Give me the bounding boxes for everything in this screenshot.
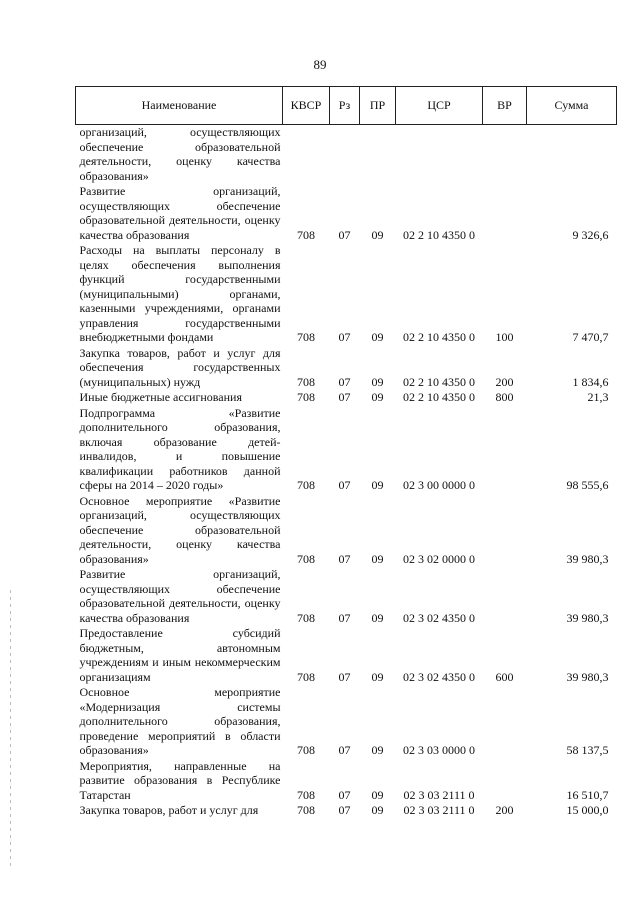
cell-sum [527, 125, 617, 185]
cell-pr: 09 [371, 390, 384, 404]
cell-vr [483, 184, 527, 243]
table-header-row [76, 87, 617, 125]
cell-sum: 39 980,3 [566, 551, 609, 566]
page-number: 89 [313, 57, 327, 72]
header-rz: Рз [330, 87, 360, 125]
cell-vr: 800 [495, 390, 514, 404]
cell-csr: 02 2 10 4350 0 [403, 227, 475, 242]
header-csr: ЦСР [396, 87, 483, 125]
cell-sum: 39 980,3 [566, 669, 609, 684]
header-pr: ПР [360, 87, 396, 125]
cell-rz: 07 [338, 743, 351, 757]
cell-kvsr: 708 [297, 610, 315, 625]
table-row [76, 390, 617, 406]
cell-vr [483, 567, 527, 626]
table-row [76, 759, 617, 804]
cell-csr: 02 3 02 0000 0 [403, 551, 475, 566]
header-vr: ВР [483, 87, 527, 125]
cell-name: Подпрограмма «Развитие дополнительного образования, включая образование детей-инвалидов, и повышение квалификации работников данной сферы на 2014 – 2020 годы» [79, 405, 281, 492]
cell-rz [330, 125, 360, 185]
cell-name: Предоставление субсидий бюджетным, автономным учреждениям и иным некоммерческим организациям [79, 626, 281, 684]
cell-vr [483, 685, 527, 759]
cell-sum: 15 000,0 [566, 803, 609, 817]
cell-sum: 21,3 [587, 390, 609, 404]
cell-kvsr: 708 [297, 390, 315, 404]
cell-rz: 07 [338, 478, 351, 492]
cell-vr: 200 [495, 374, 514, 389]
cell-name: Иные бюджетные ассигнования [79, 390, 242, 404]
header-name: Наименование [76, 87, 283, 125]
cell-kvsr: 708 [297, 669, 315, 684]
cell-csr: 02 2 10 4350 0 [403, 330, 475, 344]
cell-name: организаций, осуществляющих обеспечение образовательной деятельности, оценку качества образования» [79, 125, 281, 183]
cell-vr: 600 [495, 669, 514, 684]
cell-rz: 07 [338, 390, 351, 404]
table-row [76, 685, 617, 759]
cell-sum: 7 470,7 [572, 330, 609, 344]
table-row [76, 494, 617, 568]
table-body [76, 125, 617, 819]
table-row [76, 243, 617, 346]
cell-vr: 200 [495, 803, 514, 817]
cell-pr: 09 [371, 669, 384, 684]
cell-vr [483, 125, 527, 185]
cell-name: Расходы на выплаты персоналу в целях обеспечения выполнения функций государственными (муниципальными) органами, казенными учреждениями, органами управления государственными внебюджетными фондами [79, 243, 281, 344]
cell-rz: 07 [338, 227, 351, 242]
cell-sum: 39 980,3 [566, 610, 609, 625]
cell-pr: 09 [371, 803, 384, 817]
cell-pr [360, 125, 396, 185]
cell-pr: 09 [371, 551, 384, 566]
cell-name: Основное мероприятие «Развитие организаций, осуществляющих обеспечение образовательной деятельности, оценку качества образования» [79, 493, 281, 566]
cell-csr: 02 2 10 4350 0 [403, 390, 475, 404]
table-row [76, 346, 617, 391]
cell-sum: 1 834,6 [572, 374, 609, 389]
cell-sum: 58 137,5 [566, 743, 609, 757]
cell-kvsr: 708 [297, 330, 315, 344]
cell-pr: 09 [371, 478, 384, 492]
table-row [76, 125, 617, 185]
cell-name: Закупка товаров, работ и услуг для обеспечения государственных (муниципальных) нужд [79, 345, 281, 389]
cell-csr: 02 3 03 0000 0 [403, 743, 475, 757]
cell-rz: 07 [338, 610, 351, 625]
cell-csr: 02 3 03 2111 0 [403, 803, 475, 817]
cell-csr: 02 3 02 4350 0 [403, 610, 475, 625]
cell-kvsr: 708 [297, 787, 315, 802]
budget-table [75, 86, 617, 819]
cell-csr: 02 3 00 0000 0 [403, 478, 475, 492]
cell-vr: 100 [495, 330, 514, 344]
cell-kvsr: 708 [297, 743, 315, 757]
table-row [76, 803, 617, 819]
cell-kvsr [283, 125, 330, 185]
header-kvsr: КВСР [283, 87, 330, 125]
cell-name: Основное мероприятие «Модернизация системы дополнительного образования, проведение мероприятий в области образования» [79, 685, 281, 757]
cell-sum: 16 510,7 [566, 787, 609, 802]
cell-csr: 02 3 02 4350 0 [403, 669, 475, 684]
cell-csr [396, 125, 483, 185]
cell-rz: 07 [338, 551, 351, 566]
cell-kvsr: 708 [297, 374, 315, 389]
cell-vr [483, 406, 527, 494]
cell-kvsr: 708 [297, 227, 315, 242]
cell-rz: 07 [338, 330, 351, 344]
cell-rz: 07 [338, 787, 351, 802]
cell-sum: 9 326,6 [572, 227, 609, 242]
cell-rz: 07 [338, 669, 351, 684]
cell-csr: 02 2 10 4350 0 [403, 374, 475, 389]
cell-csr: 02 3 03 2111 0 [403, 787, 475, 802]
budget-table-container [75, 86, 616, 819]
cell-rz: 07 [338, 374, 351, 389]
cell-pr: 09 [371, 787, 384, 802]
cell-name: Развитие организаций, осуществляющих обеспечение образовательной деятельности, оценку качества образования [79, 567, 281, 625]
table-row [76, 406, 617, 494]
cell-vr [483, 494, 527, 568]
cell-vr [483, 759, 527, 804]
cell-pr: 09 [371, 227, 384, 242]
table-row [76, 184, 617, 243]
cell-pr: 09 [371, 330, 384, 344]
cell-kvsr: 708 [297, 478, 315, 492]
cell-sum: 98 555,6 [566, 478, 609, 492]
cell-name: Развитие организаций, осуществляющих обеспечение образовательной деятельности, оценку качества образования [79, 184, 281, 242]
margin-mark [10, 590, 11, 870]
cell-kvsr: 708 [297, 551, 315, 566]
cell-name: Мероприятия, направленные на развитие образования в Республике Татарстан [79, 758, 281, 802]
cell-pr: 09 [371, 374, 384, 389]
table-row [76, 626, 617, 685]
cell-kvsr: 708 [297, 803, 315, 817]
cell-name: Закупка товаров, работ и услуг для [79, 803, 259, 817]
table-row [76, 567, 617, 626]
cell-pr: 09 [371, 743, 384, 757]
cell-rz: 07 [338, 803, 351, 817]
cell-pr: 09 [371, 610, 384, 625]
header-sum: Сумма [527, 87, 617, 125]
